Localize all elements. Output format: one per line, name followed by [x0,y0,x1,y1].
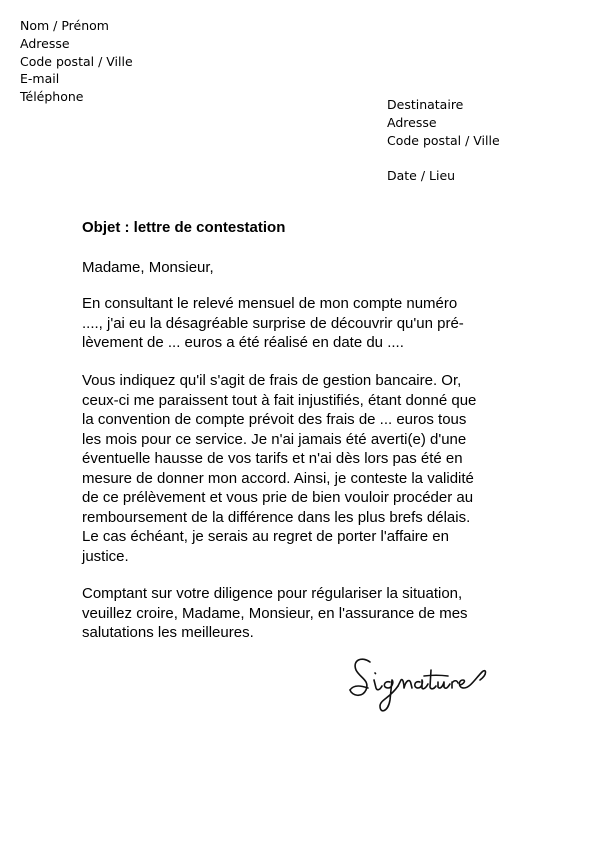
paragraph-line: remboursement de la différence dans les plus brefs délais. [82,508,471,526]
sender-address: Adresse [20,35,70,51]
paragraph-line: justice. [82,547,129,565]
date-place-text: Date / Lieu [387,168,456,183]
date-place [387,167,455,185]
handwritten-signature [340,640,500,725]
paragraph-line: de ce prélèvement et vous prie de bien vouloir procéder au [82,489,474,506]
paragraph-3 [82,584,468,643]
paragraph-line: les mois pour ce service. Je n'ai jamais été averti(e) d'une [82,430,467,448]
paragraph-line: mesure de donner mon accord. Ainsi, je conteste la validité [82,469,474,487]
letter-subject: Objet : lettre de contestation [82,219,286,236]
paragraph-line: éventuelle hausse de vos tarifs et n'ai dès lors pas été en [82,450,463,467]
paragraph-1 [82,294,464,353]
paragraph-2 [82,371,476,566]
sender-postal-city: Code postal / Ville [20,53,133,69]
paragraph-line: ...., j'ai eu la désagréable surprise de découvrir qu'un pré- [82,314,464,332]
paragraph-line: Comptant sur votre diligence pour régulariser la situation, [82,585,463,602]
paragraph-line: ceux-ci me paraissent tout à fait injustifiés, étant donné que [82,391,477,409]
recipient-block [387,96,500,149]
paragraph-line: lèvement de ... euros a été réalisé en date du .... [82,334,404,351]
sender-phone: Téléphone [20,89,84,105]
recipient-postal-city: Code postal / Ville [387,132,500,148]
sender-block [20,17,133,106]
paragraph-line: En consultant le relevé mensuel de mon compte numéro [82,295,458,312]
sender-name: Nom / Prénom [20,18,109,33]
letter-greeting: Madame, Monsieur, [82,259,214,276]
paragraph-line: Vous indiquez qu'il s'agit de frais de gestion bancaire. Or, [82,372,462,389]
paragraph-line: la convention de compte prévoit des frais de ... euros tous [82,411,467,428]
recipient-name: Destinataire [387,97,464,112]
recipient-address: Adresse [387,114,437,130]
sender-email: E-mail [20,71,60,87]
paragraph-line: salutations les meilleures. [82,624,254,641]
paragraph-line: veuillez croire, Madame, Monsieur, en l'assurance de mes [82,604,468,622]
signature-drawing [340,640,500,725]
paragraph-line: Le cas échéant, je serais au regret de porter l'affaire en [82,528,449,545]
